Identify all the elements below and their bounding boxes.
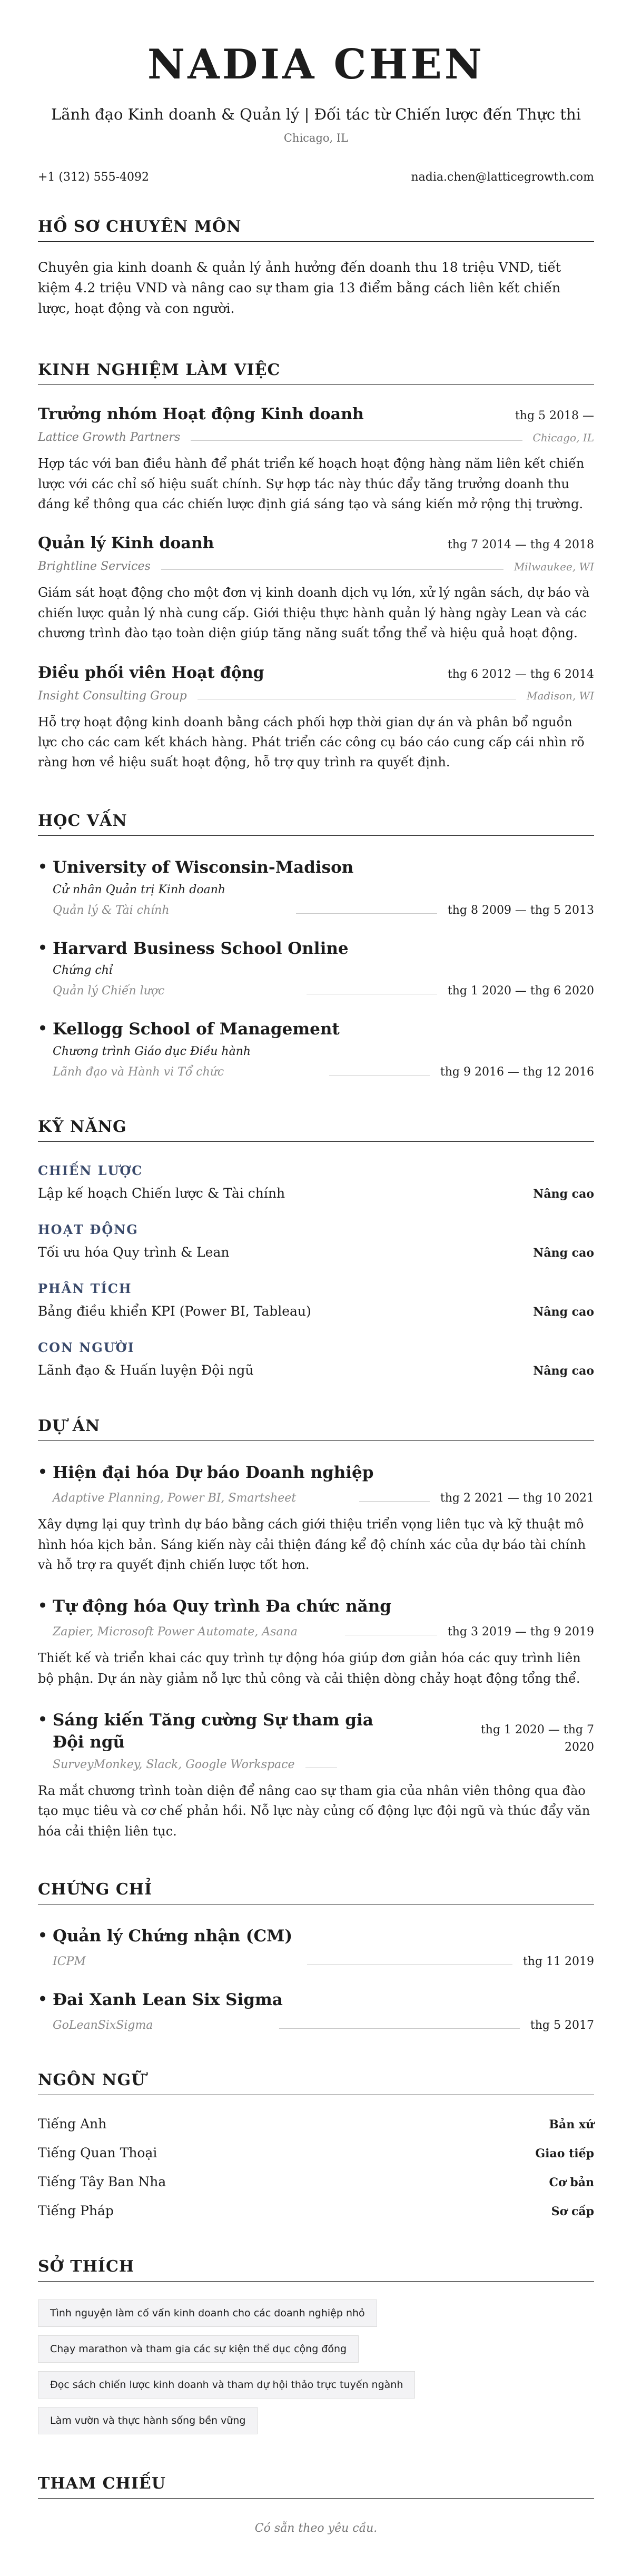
skill-level: Nâng cao [533,1305,594,1319]
project-tools: Zapier, Microsoft Power Automate, Asana [53,1625,298,1639]
projects-section [38,1417,594,1841]
language-level: Bản xứ [549,2117,594,2131]
certification-name: Quản lý Chứng nhận (CM) [53,1927,293,1946]
degree: Chương trình Giáo dục Điều hành [53,1045,251,1059]
school-name: University of Wisconsin-Madison [53,857,354,877]
references-section [38,2474,594,2535]
skill-category: PHÂN TÍCH [38,1281,132,1297]
language-row [38,2174,594,2189]
profile-text: Chuyên gia kinh doanh & quản lý ảnh hưởng đến doanh thu 18 triệu VND, tiết kiệm 4.2 triệu VND và nâng cao sự tham gia 13 điểm bằng cách liên kết chiến lược, hoạt động và con người. [38,260,561,316]
bullet-icon: • [38,1710,47,1728]
project-entry [38,1596,594,1639]
skill-level: Nâng cao [533,1364,594,1378]
resume-header [38,41,594,184]
bullet-icon: • [38,1020,47,1038]
degree: Cử nhân Quản trị Kinh doanh [53,883,226,896]
project-date: thg 3 2019 — thg 9 2019 [447,1625,594,1639]
school-name: Harvard Business School Online [53,939,349,958]
skill-name: Bảng điều khiển KPI (Power BI, Tableau) [38,1304,311,1319]
bullet-icon: • [38,1927,47,1945]
contact-row [38,171,594,184]
job-title: Điều phối viên Hoạt động [38,663,264,682]
certification-name: Đai Xanh Lean Six Sigma [53,1990,283,2009]
job-location: Chicago, IL [532,431,594,444]
field-of-study: Quản lý & Tài chính [53,903,170,917]
job-date: thg 5 2018 — [515,409,594,423]
field-of-study: Quản lý Chiến lược [53,984,165,998]
interest-tag: Làm vườn và thực hành sống bền vững [38,2407,258,2434]
skill-name: Tối ưu hóa Quy trình & Lean [38,1245,230,1260]
language-name: Tiếng Tây Ban Nha [38,2174,166,2189]
location: Chicago, IL [283,132,349,144]
dotted-leader [359,1501,430,1502]
section-title: THAM CHIẾU [38,2474,594,2499]
language-name: Tiếng Anh [38,2116,107,2131]
education-entry [38,857,594,917]
candidate-name: NADIA CHEN [147,41,485,88]
section-title: HỒ SƠ CHUYÊN MÔN [38,218,594,242]
bullet-icon: • [38,1990,47,2008]
dotted-leader [161,569,503,570]
bullet-icon: • [38,1463,47,1481]
job-description: Hỗ trợ hoạt động kinh doanh bằng cách phối hợp thời gian dự án và phân bổ nguồn lực cho các cam kết khách hàng. Phát triển các công cụ báo cáo cung cấp cái nhìn rõ ràng hơn về hiệu suất hoạt động, hỗ trợ quy trình ra quyết định. [38,714,585,770]
field-of-study: Lãnh đạo và Hành vi Tổ chức [53,1065,224,1079]
certification-issuer: ICPM [53,1955,86,1968]
section-title: HỌC VẤN [38,812,594,836]
section-title: KINH NGHIỆM LÀM VIỆC [38,361,594,385]
language-level: Cơ bản [549,2175,594,2189]
project-description: Thiết kế và triển khai các quy trình tự động hóa giúp đơn giản hóa các quy trình liên bộ phận. Dự án này giảm nỗ lực thủ công và cải thiện dòng chảy hoạt động tổng thể. [38,1651,581,1686]
interest-tag: Đọc sách chiến lược kinh doanh và tham dự hội thảo trực tuyến ngành [38,2371,415,2399]
job-location: Madison, WI [527,689,594,703]
project-date: thg 2 2021 — thg 10 2021 [440,1492,594,1505]
project-tools: Adaptive Planning, Power BI, Smartsheet [53,1492,297,1505]
skill-level: Nâng cao [533,1246,594,1260]
job-title: Quản lý Kinh doanh [38,534,214,553]
phone: +1 (312) 555-4092 [38,171,149,184]
language-level: Giao tiếp [535,2146,594,2160]
project-description: Ra mắt chương trình toàn diện để nâng cao sự tham gia của nhân viên thông qua đào tạo mục tiêu và cơ chế phản hồi. Nỗ lực này củng cố động lực đội ngũ và thúc đẩy văn hóa cải thiện liên tục. [38,1783,590,1839]
education-entry [38,1019,594,1079]
job-date: thg 7 2014 — thg 4 2018 [447,538,594,552]
education-date: thg 9 2016 — thg 12 2016 [440,1065,594,1079]
job-entry [38,664,594,773]
language-level: Sơ cấp [551,2204,594,2218]
job-entry [38,534,594,643]
job-entry [38,405,594,514]
languages-section [38,2071,594,2218]
education-section [38,812,594,1079]
education-date: thg 8 2009 — thg 5 2013 [447,903,594,917]
certifications-section [38,1880,594,2032]
section-title: KỸ NĂNG [38,1118,594,1142]
job-company: Insight Consulting Group [38,689,187,703]
skill-name: Lãnh đạo & Huấn luyện Đội ngũ [38,1363,254,1378]
language-row [38,2116,594,2131]
job-company: Lattice Growth Partners [38,431,181,445]
skill-category: CON NGƯỜI [38,1340,135,1356]
job-description: Hợp tác với ban điều hành để phát triển kế hoạch hoạt động hàng năm liên kết chiến lược với các chỉ số hiệu suất chính. Sự hợp tác này thúc đẩy tăng trưởng doanh thu đáng kể thông qua các chiến lược định giá sáng tạo và sáng kiến mở rộng thị trường. [38,456,585,512]
language-name: Tiếng Pháp [38,2203,114,2218]
skill-group [38,1163,594,1201]
project-name: Tự động hóa Quy trình Đa chức năng [53,1597,391,1616]
profile-section [38,218,594,319]
section-title: CHỨNG CHỈ [38,1880,594,1904]
bullet-icon: • [38,857,47,875]
project-entry [38,1462,594,1505]
certification-date: thg 5 2017 [530,2018,594,2032]
project-description: Xây dựng lại quy trình dự báo bằng cách giới thiệu triển vọng liên tục và kỹ thuật mô hình hóa kịch bản. Sáng kiến này cải thiện đáng kể độ chính xác của dự báo tài chính và hỗ trợ ra quyết định chiến lược tốt hơn. [38,1517,586,1572]
section-title: DỰ ÁN [38,1417,594,1441]
job-company: Brightline Services [38,560,151,574]
job-location: Milwaukee, WI [514,560,594,573]
language-row [38,2203,594,2218]
education-entry [38,938,594,998]
references-text: Có sẵn theo yêu cầu. [254,2521,378,2535]
bullet-icon: • [38,939,47,956]
project-name: Hiện đại hóa Dự báo Doanh nghiệp [53,1463,374,1483]
education-date: thg 1 2020 — thg 6 2020 [447,984,594,998]
bullet-icon: • [38,1597,47,1615]
language-row [38,2145,594,2160]
skills-section [38,1118,594,1378]
skill-group [38,1340,594,1378]
section-title: NGÔN NGỮ [38,2071,594,2095]
skill-category: HOẠT ĐỘNG [38,1222,139,1238]
job-date: thg 6 2012 — thg 6 2014 [447,667,594,681]
dotted-leader [191,440,522,441]
project-date: thg 1 2020 — thg 7 2020 [480,1723,594,1754]
school-name: Kellogg School of Management [53,1020,340,1039]
certification-date: thg 11 2019 [522,1955,594,1968]
skill-name: Lập kế hoạch Chiến lược & Tài chính [38,1186,285,1201]
project-name: Sáng kiến Tăng cường Sự tham gia Đội ngũ [53,1710,373,1752]
dotted-leader [279,2028,520,2029]
email: nadia.chen@latticegrowth.com [411,171,594,184]
skill-level: Nâng cao [533,1187,594,1201]
project-tools: SurveyMonkey, Slack, Google Workspace [53,1758,295,1771]
interests-section [38,2257,594,2443]
interest-tag: Chạy marathon và tham gia các sự kiện thể dục cộng đồng [38,2335,359,2363]
experience-section [38,361,594,773]
section-title: SỞ THÍCH [38,2257,594,2282]
job-description: Giám sát hoạt động cho một đơn vị kinh doanh dịch vụ lớn, xử lý ngân sách, dự báo và chiến lược quản lý nhà cung cấp. Giới thiệu thực hành quản lý hàng ngày Lean và các chương trình đào tạo toàn diện giúp tăng năng suất tổng thể và hiệu quả hoạt động. [38,585,590,641]
headline: Lãnh đạo Kinh doanh & Quản lý | Đối tác từ Chiến lược đến Thực thi [51,105,581,123]
certification-issuer: GoLeanSixSigma [53,2018,153,2032]
skill-category: CHIẾN LƯỢC [38,1163,143,1179]
interest-tag: Tình nguyện làm cố vấn kinh doanh cho các doanh nghiệp nhỏ [38,2299,377,2327]
job-title: Trưởng nhóm Hoạt động Kinh doanh [38,405,364,424]
project-entry [38,1710,594,1771]
certification-entry [38,1989,594,2032]
degree: Chứng chỉ [53,964,113,978]
dotted-leader [296,913,437,914]
language-name: Tiếng Quan Thoại [38,2145,157,2160]
skill-group [38,1281,594,1319]
certification-entry [38,1926,594,1968]
skill-group [38,1222,594,1260]
